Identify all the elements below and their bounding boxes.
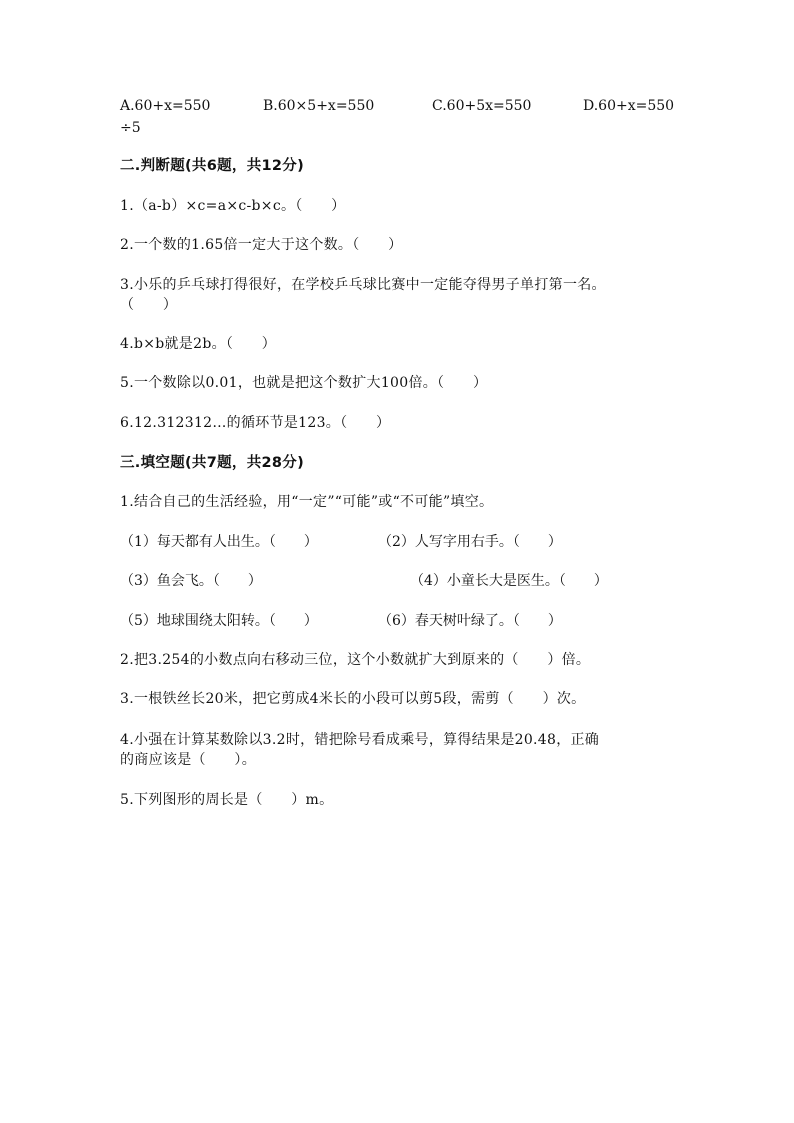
section2-heading: 二.判断题(共6题，共12分): [120, 158, 305, 174]
option-c: C.60+5x=550: [432, 98, 532, 114]
tf-item-2: 2.一个数的1.65倍一定大于这个数。（ ）: [120, 237, 403, 253]
tf-item-4: 4.b×b就是2b。（ ）: [120, 336, 277, 352]
fill-q1-part-2: （2）人写字用右手。（ ）: [378, 534, 562, 550]
option-d-continued: ÷5: [120, 120, 141, 136]
fill-q4-line2: 的商应该是（ ）。: [120, 752, 256, 768]
tf-item-6: 6.12.312312…的循环节是123。（ ）: [120, 415, 391, 431]
tf-item-5: 5.一个数除以0.01，也就是把这个数扩大100倍。（ ）: [120, 375, 488, 391]
option-d: D.60+x=550: [583, 98, 675, 114]
fill-q1-part-5: （5）地球围绕太阳转。（ ）: [120, 613, 318, 629]
section3-heading: 三.填空题(共7题，共28分): [120, 455, 305, 471]
fill-q1-part-3: （3）鱼会飞。（ ）: [120, 573, 262, 589]
fill-q1-part-4: （4）小童长大是医生。（ ）: [410, 573, 608, 589]
fill-q1: 1.结合自己的生活经验，用“一定”“可能”或“不可能”填空。: [120, 494, 494, 510]
fill-q1-part-1: （1）每天都有人出生。（ ）: [120, 534, 318, 550]
option-b: B.60×5+x=550: [263, 98, 375, 114]
fill-q2: 2.把3.254的小数点向右移动三位，这个小数就扩大到原来的（ ）倍。: [120, 652, 591, 668]
tf-item-3: 3.小乐的乒乓球打得很好，在学校乒乓球比赛中一定能夺得男子单打第一名。: [120, 277, 606, 293]
fill-q3: 3.一根铁丝长20米，把它剪成4米长的小段可以剪5段，需剪（ ）次。: [120, 691, 586, 707]
tf-item-1: 1.（a-b）×c=a×c-b×c。（ ）: [120, 198, 346, 214]
fill-q1-part-6: （6）春天树叶绿了。（ ）: [378, 613, 562, 629]
tf-item-3-blank: （ ）: [120, 297, 178, 313]
option-a: A.60+x=550: [120, 98, 211, 114]
fill-q5: 5.下列图形的周长是（ ）m。: [120, 792, 334, 808]
fill-q4-line1: 4.小强在计算某数除以3.2时，错把除号看成乘号，算得结果是20.48，正确: [120, 732, 600, 748]
